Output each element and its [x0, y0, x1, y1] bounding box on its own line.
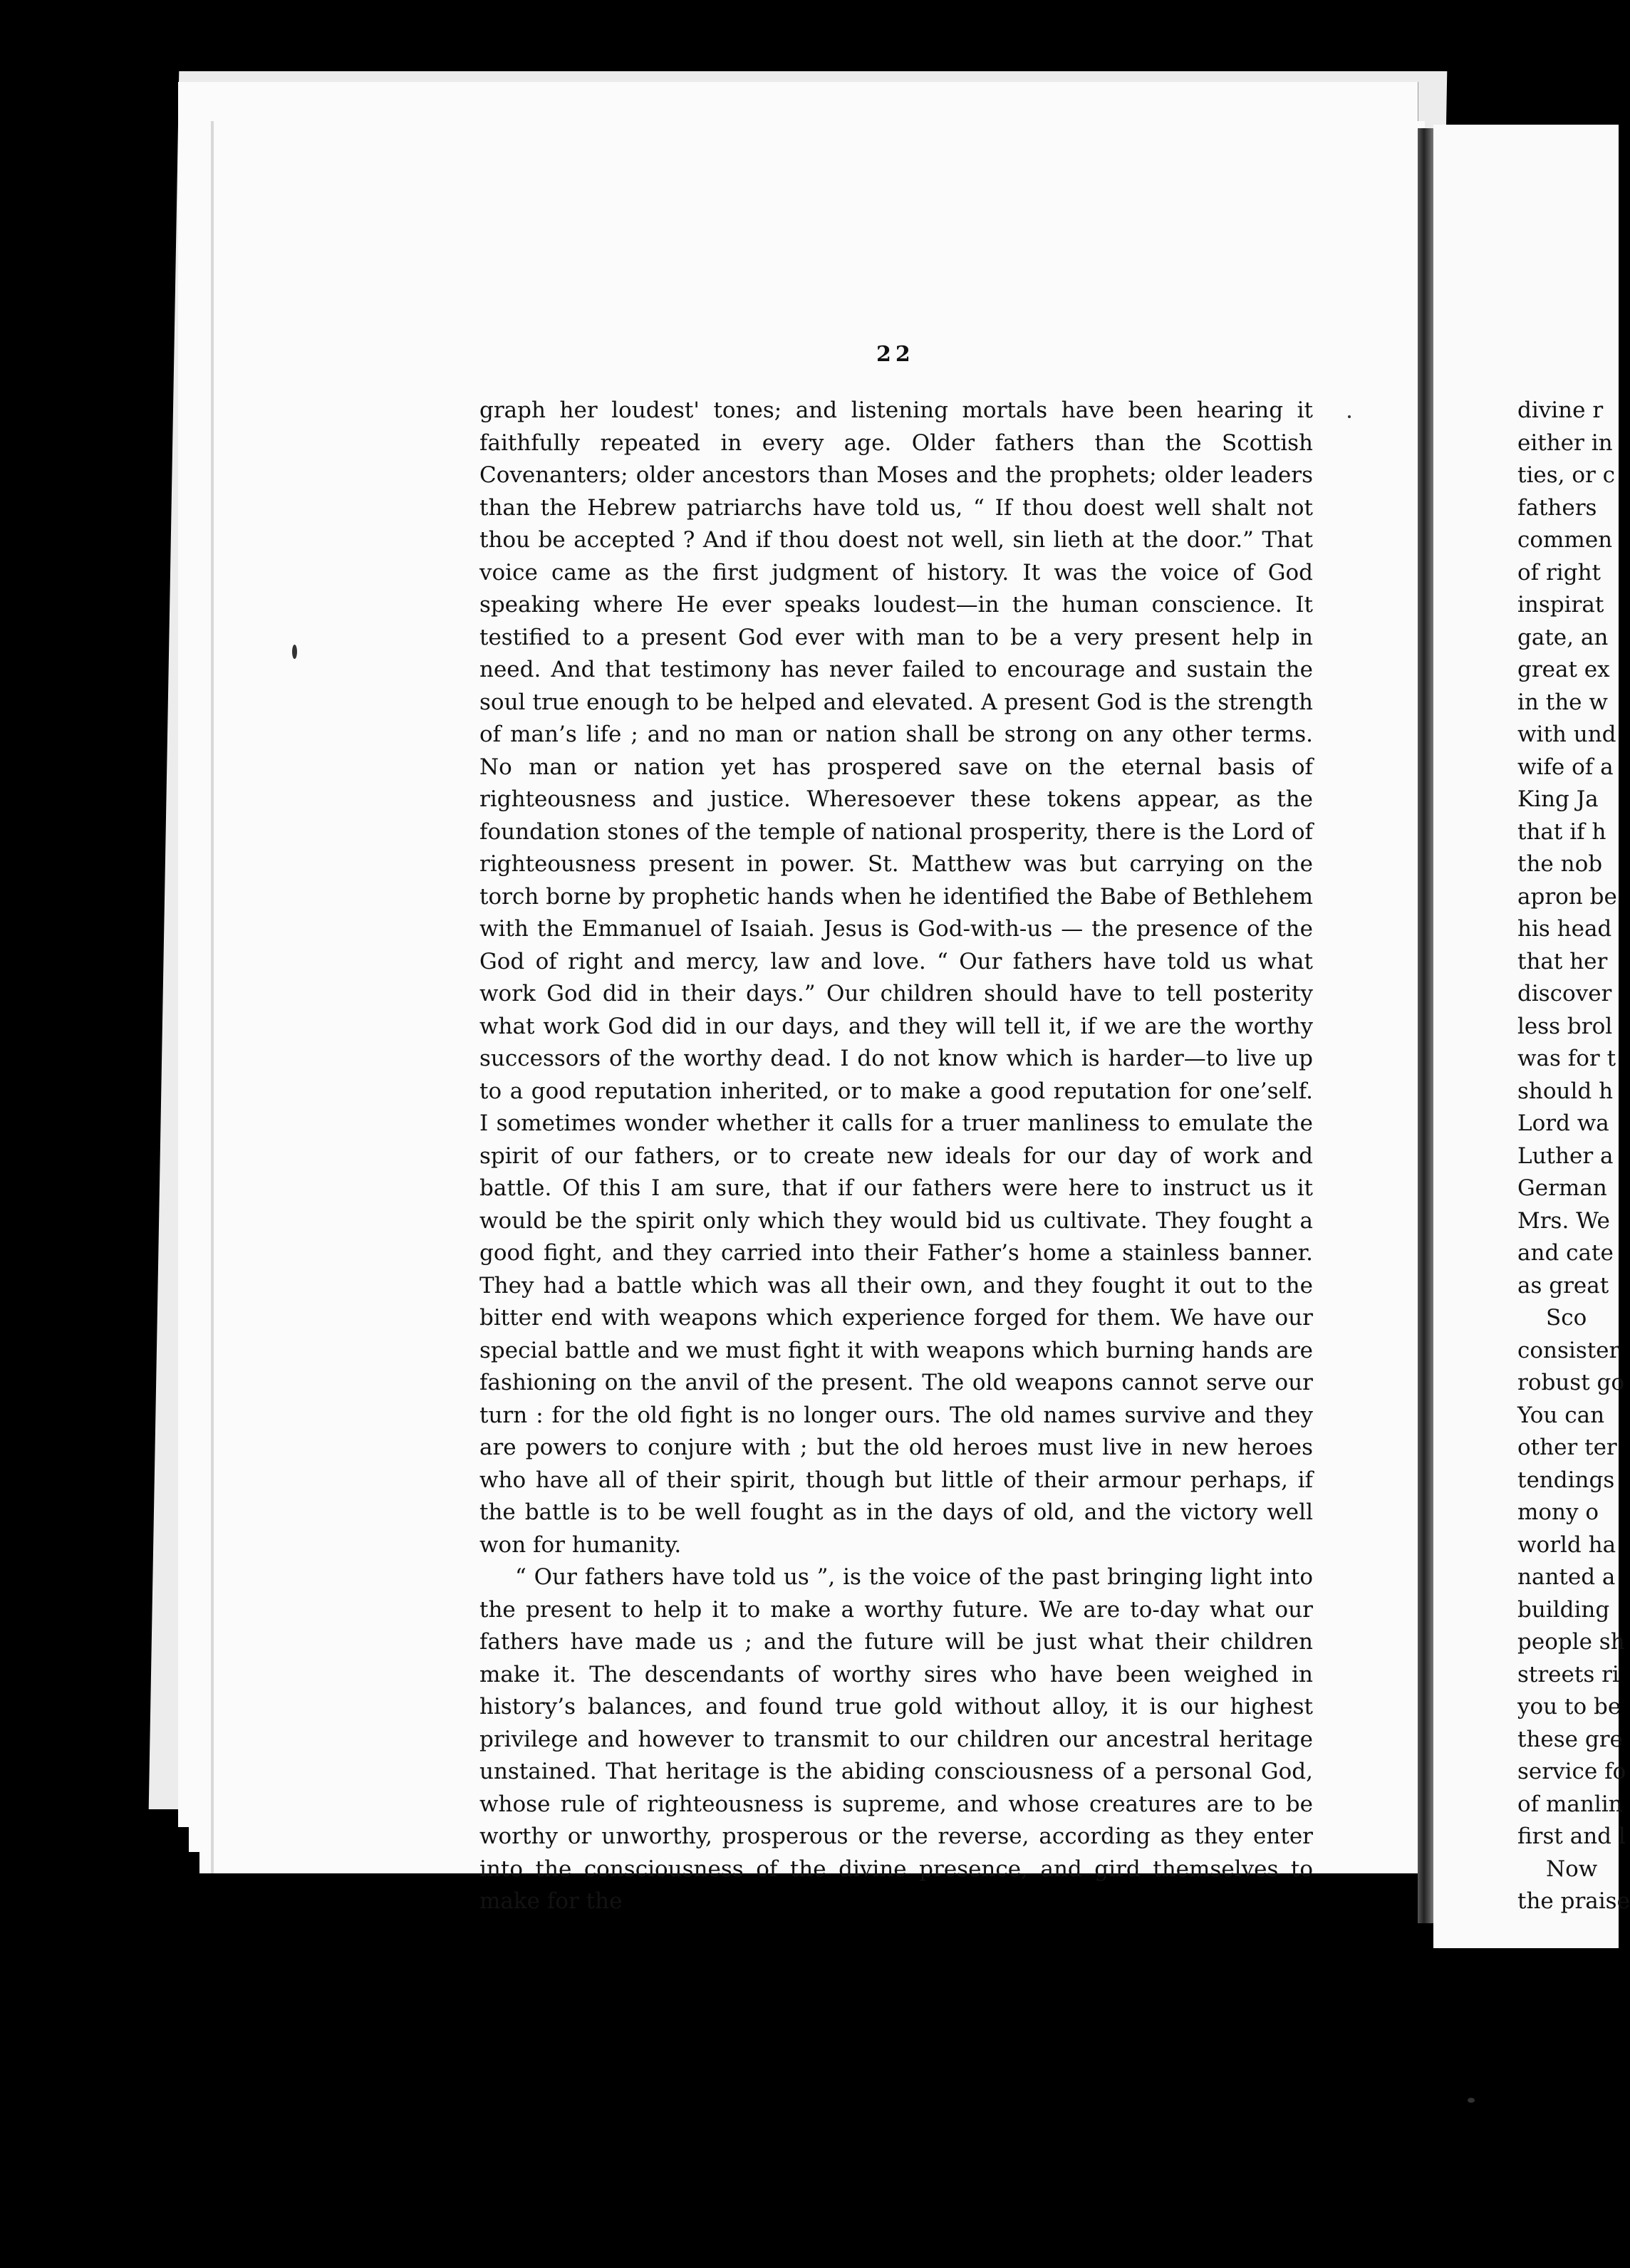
right-page-line: wife of a — [1517, 754, 1614, 780]
book-gutter — [1418, 128, 1433, 1923]
right-page-line: Luther a — [1517, 1143, 1614, 1169]
right-page-line: King Ja — [1517, 786, 1599, 812]
right-page-line: with und — [1517, 722, 1616, 747]
page-number: 22 — [876, 342, 915, 367]
right-page-line: less brol — [1517, 1013, 1613, 1039]
right-page-line: first and l — [1517, 1824, 1626, 1849]
right-page-line: tendings — [1517, 1467, 1615, 1493]
ink-speck — [1468, 2098, 1475, 2103]
right-page-line: should h — [1517, 1078, 1614, 1104]
right-page-line: in the w — [1517, 689, 1608, 715]
right-page-line: inspirat — [1517, 592, 1604, 618]
right-page-line: world ha — [1517, 1531, 1616, 1558]
right-page-line: of manlin — [1517, 1791, 1623, 1817]
right-page-line: that if h — [1517, 818, 1606, 845]
right-page-line: as great — [1517, 1272, 1609, 1299]
right-page-line: was for t — [1517, 1046, 1616, 1071]
right-page-line: great ex — [1517, 657, 1610, 682]
right-page-line: robust go — [1517, 1370, 1625, 1395]
right-page-line: nanted a — [1517, 1564, 1616, 1590]
right-page-line: ties, or c — [1517, 462, 1616, 488]
right-page-line: commen — [1517, 527, 1613, 553]
paragraph-2: “ Our fathers have told us ”, is the voice of the past bringing light into the present to help it to make a worthy future. We are to-day what our fathers have made us ; and the future will be just what their children make it. The descendants of worthy sires who have been weighed in history’s balances, and found true gold without alloy, it is our highest privilege and however to transmit to our children our ancestral heritage unstained. That heritage is the abiding consciousness of a personal God, whose rule of righteousness is supreme, and whose creatures are to be worthy or unworthy, prosperous or the reverse, according as they enter into the consciousness of the divine presence, and gird themselves to make for the — [479, 1564, 1313, 1914]
ink-speck — [1348, 415, 1351, 418]
right-page-line: and cate — [1517, 1240, 1614, 1266]
right-page-line: either in — [1517, 430, 1613, 456]
right-page-body — [1517, 395, 1630, 1918]
right-page-line: the nob — [1517, 851, 1603, 877]
right-page-line: Lord wa — [1517, 1110, 1609, 1136]
right-page-line: other ter — [1517, 1435, 1617, 1460]
right-page-line: that her — [1517, 948, 1608, 974]
right-page-line: of right — [1517, 559, 1601, 586]
right-page-line: Sco — [1546, 1305, 1587, 1331]
right-page-line: apron be — [1517, 883, 1617, 910]
right-page-line: German — [1517, 1175, 1607, 1201]
right-page-line: building — [1517, 1596, 1610, 1623]
left-page-body — [479, 395, 1313, 1918]
right-page-line: divine r — [1517, 397, 1604, 423]
right-page-line: mony o — [1517, 1499, 1599, 1525]
paragraph-1: graph her loudest' tones; and listening mortals have been hearing it faithfully repeated in every age. Older fathers than the Scottish Covenanters; older ancestors than Moses and the prophets; older leaders than the Hebrew patriarchs have told us, “ If thou doest well shalt not thou be accepted ? And if thou doest not well, sin lieth at the door.” That voice came as the first judgment of history. It was the voice of God speaking where He ever speaks loudest—in the human conscience. It testified to a present God ever with man to be a very present help in need. And that testimony has never failed to encourage and sustain the soul true enough to be helped and elevated. A present God is the strength of man’s life ; and no man or nation shall be strong on any other terms. No man or nation yet has prospered save on the eternal basis of righteousness and justice. Wheresoever these tokens appear, as the foundation stones of the temple of national prosperity, there is the Lord of righteousness present in power. St. Matthew was but carrying on the torch borne by prophetic hands when he identified the Babe of Bethlehem with the Emmanuel of Isaiah. Jesus is God-with-us — the presence of the God of right and mercy, law and love. “ Our fathers have told us what work God did in their days.” Our children should have to tell posterity what work God did in our days, and they will tell it, if we are the worthy successors of the worthy dead. I do not know which is harder—to live up to a good reputation inherited, or to make a good reputation for one’self. I sometimes wonder whether it calls for a truer manliness to emulate the spirit of our fathers, or to create new ideals for our day of work and battle. Of this I am sure, that if our fathers were here to instruct us it would be the spirit only which they would bid us cultivate. They fought a good fight, and they carried into their Father’s home a stainless banner. They had a battle which was all their own, and they fought it out to the bitter end with weapons which experience forged for them. We have our special battle and we must fight it with weapons which burning hands are fashioning on the anvil of the present. The old weapons cannot serve our turn : for the old fight is no longer ours. The old names survive and they are powers to conjure with ; but the old heroes must live in new heroes who have all of their spirit, though but little of their armour perhaps, if the battle is to be well fought as in the days of old, and the victory well won for humanity. — [479, 397, 1313, 1558]
right-page-line: gate, an — [1517, 624, 1609, 650]
right-page-line: the praise — [1517, 1888, 1630, 1914]
right-page-line: consister — [1517, 1337, 1620, 1363]
right-page-line: people sh — [1517, 1629, 1625, 1655]
right-page-line: you to be — [1517, 1694, 1621, 1720]
right-page-line: Mrs. We — [1517, 1207, 1610, 1234]
right-page-line: fathers — [1517, 494, 1597, 521]
right-page-line: Now — [1546, 1856, 1598, 1882]
right-page-line: these gre — [1517, 1726, 1623, 1752]
right-page-line: his head — [1517, 916, 1612, 942]
right-page-line: service fo — [1517, 1759, 1626, 1784]
right-page-line: You can — [1517, 1402, 1605, 1428]
right-page-line: streets ri — [1517, 1661, 1619, 1687]
ink-speck — [292, 645, 297, 659]
right-page-line: discover — [1517, 981, 1612, 1006]
